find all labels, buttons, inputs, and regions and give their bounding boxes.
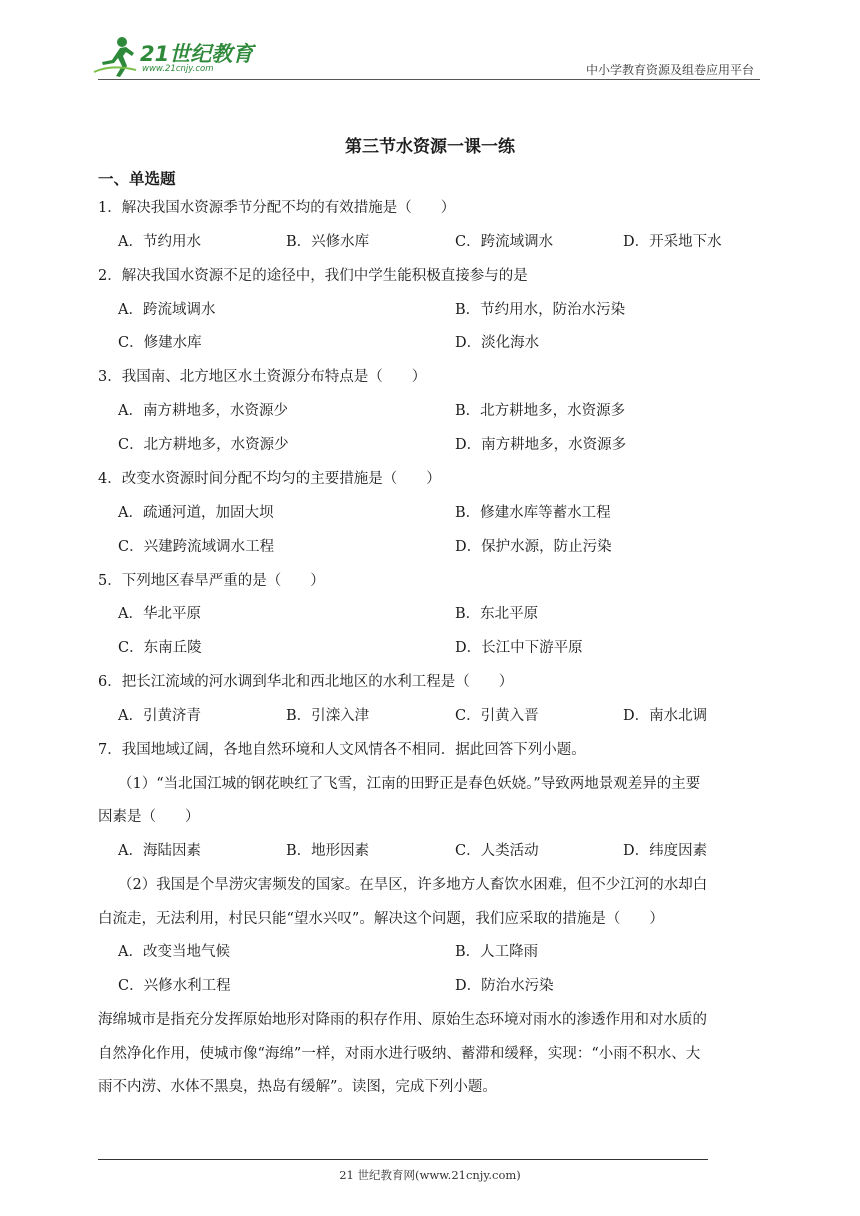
q3-option-c: C．北方耕地多，水资源少 (118, 437, 289, 453)
q4-option-c: C．兴建跨流域调水工程 (118, 539, 275, 555)
runner-logo-icon (92, 34, 140, 78)
logo (92, 34, 262, 78)
q7-sub1-option-d: D．纬度因素 (623, 843, 708, 859)
question-4-stem: 4．改变水资源时间分配不均匀的主要措施是（ ） (98, 471, 441, 487)
q7-sub1-option-c: C．人类活动 (455, 843, 539, 859)
q3-option-b: B．北方耕地多，水资源多 (455, 403, 626, 419)
q7-sub1-line2: 因素是（ ） (98, 809, 200, 825)
q2-option-b: B．节约用水，防治水污染 (455, 302, 626, 318)
page-title: 第三节水资源一课一练 (345, 137, 515, 157)
q7-sub1-line1: （1）“当北国江城的钢花映红了飞雪，江南的田野正是春色妖娆。”导致两地景观差异的主要 (118, 776, 701, 792)
q1-option-d: D．开采地下水 (623, 234, 722, 250)
q7-sub2-line1: （2）我国是个旱涝灾害频发的国家。在旱区，许多地方人畜饮水困难，但不少江河的水却白 (118, 877, 708, 893)
q2-option-d: D．淡化海水 (455, 335, 540, 351)
section-heading: 一、单选题 (98, 170, 176, 188)
q6-option-d: D．南水北调 (623, 708, 708, 724)
q6-option-c: C．引黄入晋 (455, 708, 539, 724)
q7-sub2-option-c: C．兴修水利工程 (118, 978, 231, 994)
q6-option-a: A．引黄济青 (118, 708, 201, 724)
q4-option-d: D．保护水源，防止污染 (455, 539, 612, 555)
q7-sub1-option-b: B．地形因素 (286, 843, 370, 859)
q7-sub1-option-a: A．海陆因素 (118, 843, 201, 859)
passage-line-1: 海绵城市是指充分发挥原始地形对降雨的积存作用、原始生态环境对雨水的渗透作用和对水质的 (98, 1012, 707, 1028)
q2-option-a: A．跨流域调水 (118, 302, 216, 318)
footer-divider (98, 1159, 708, 1160)
q1-option-a: A．节约用水 (118, 234, 201, 250)
page-header (92, 34, 760, 82)
logo-url: www.21cnjy.com (142, 64, 214, 74)
question-3-stem: 3．我国南、北方地区水土资源分布特点是（ ） (98, 369, 427, 385)
q6-option-b: B．引滦入津 (286, 708, 370, 724)
header-divider (98, 79, 760, 80)
q5-option-a: A．华北平原 (118, 606, 201, 622)
q4-option-b: B．修建水库等蓄水工程 (455, 505, 611, 521)
question-2-stem: 2．解决我国水资源不足的途径中，我们中学生能积极直接参与的是 (98, 268, 528, 284)
page-footer: 21 世纪教育网(www.21cnjy.com) (339, 1168, 521, 1182)
logo-text: 21世纪教育 (140, 42, 254, 66)
question-1-stem: 1．解决我国水资源季节分配不均的有效措施是（ ） (98, 200, 456, 216)
q7-sub2-option-a: A．改变当地气候 (118, 944, 230, 960)
passage-line-2: 自然净化作用，使城市像“海绵”一样，对雨水进行吸纳、蓄滞和缓释，实现：“小雨不积水、大 (98, 1046, 701, 1062)
header-platform-text: 中小学教育资源及组卷应用平台 (585, 63, 754, 77)
question-5-stem: 5．下列地区春旱严重的是（ ） (98, 573, 325, 589)
question-7-stem: 7．我国地域辽阔，各地自然环境和人文风情各不相同．据此回答下列小题。 (98, 742, 586, 758)
q1-option-c: C．跨流域调水 (455, 234, 554, 250)
q3-option-a: A．南方耕地多，水资源少 (118, 403, 288, 419)
question-6-stem: 6．把长江流域的河水调到华北和西北地区的水利工程是（ ） (98, 674, 514, 690)
q2-option-c: C．修建水库 (118, 335, 202, 351)
q7-sub2-option-d: D．防治水污染 (455, 978, 554, 994)
q1-option-b: B．兴修水库 (286, 234, 370, 250)
q5-option-c: C．东南丘陵 (118, 640, 202, 656)
passage-line-3: 雨不内涝、水体不黑臭，热岛有缓解”。读图，完成下列小题。 (98, 1079, 497, 1095)
q7-sub2-line2: 白流走，无法利用，村民只能“望水兴叹”。解决这个问题，我们应采取的措施是（ ） (98, 911, 664, 927)
q5-option-b: B．东北平原 (455, 606, 539, 622)
q5-option-d: D．长江中下游平原 (455, 640, 583, 656)
q4-option-a: A．疏通河道，加固大坝 (118, 505, 274, 521)
q7-sub2-option-b: B．人工降雨 (455, 944, 539, 960)
q3-option-d: D．南方耕地多，水资源多 (455, 437, 627, 453)
